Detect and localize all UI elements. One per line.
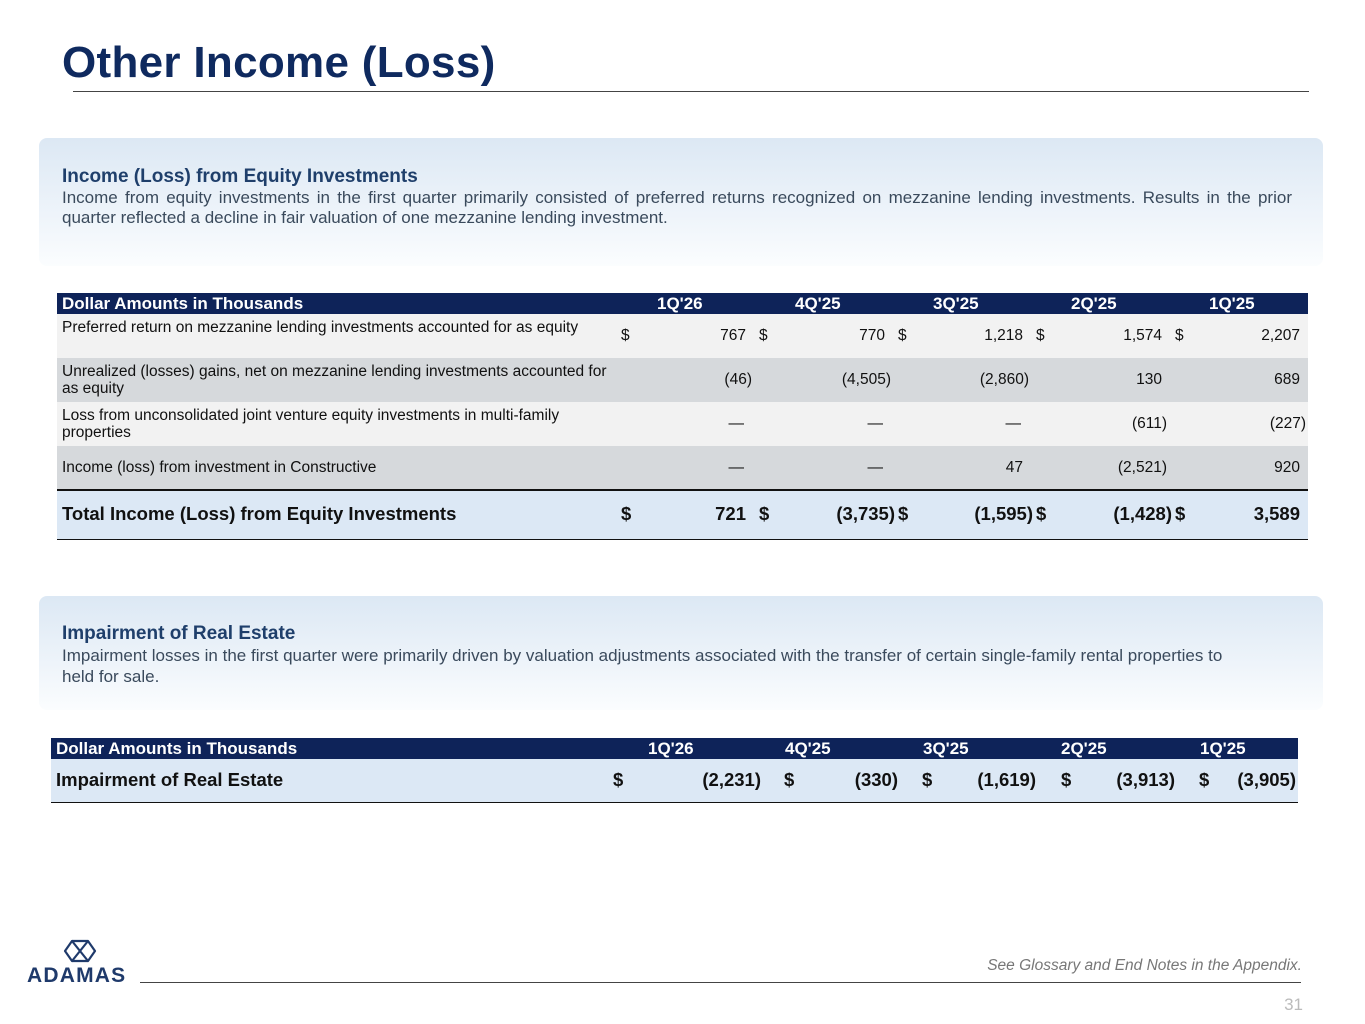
row-label: Preferred return on mezzanine lending investments accounted for as equity	[62, 319, 579, 336]
logo-mark-icon	[63, 938, 97, 964]
dollar-sign: $	[1061, 769, 1072, 790]
impairment-value: (3,913)	[1116, 769, 1175, 790]
cell-value: (227)	[1269, 415, 1306, 432]
dollar-sign: $	[1175, 327, 1184, 344]
impairment-value: (2,231)	[702, 769, 761, 790]
row-label: Unrealized (losses) gains, net on mezzanine lending investments accounted for as equity	[62, 363, 607, 397]
equity-callout-heading: Income (Loss) from Equity Investments	[62, 166, 418, 187]
total-value: (1,595)	[974, 503, 1033, 524]
dollar-sign: $	[759, 503, 770, 524]
title-divider	[73, 91, 1309, 92]
equity-callout	[39, 138, 1323, 266]
logo-text: ADAMAS	[27, 964, 127, 987]
cell-value: (611)	[1131, 415, 1167, 432]
dollar-sign: $	[784, 769, 795, 790]
total-value: 3,589	[1253, 503, 1300, 524]
header-period: 1Q'25	[1209, 294, 1255, 313]
header-period: 4Q'25	[795, 294, 841, 313]
table-header	[57, 293, 1308, 314]
header-period: 1Q'25	[1200, 739, 1246, 758]
cell-value: 47	[1005, 459, 1023, 476]
total-value: (3,735)	[836, 503, 895, 524]
total-value: 721	[715, 503, 746, 524]
cell-value: 689	[1274, 371, 1300, 388]
dollar-sign: $	[898, 327, 907, 344]
header-period: 1Q'26	[648, 739, 694, 758]
row-label: Income (loss) from investment in Constructive	[62, 459, 377, 476]
dollar-sign: $	[1199, 769, 1210, 790]
impairment-value: (3,905)	[1237, 769, 1296, 790]
header-period: 3Q'25	[933, 294, 979, 313]
cell-value: 1,574	[1123, 327, 1162, 344]
impairment-table	[51, 738, 1298, 803]
dollar-sign: $	[759, 327, 768, 344]
cell-value: —	[728, 415, 744, 432]
dollar-sign: $	[1036, 503, 1047, 524]
cell-value: —	[867, 415, 883, 432]
dollar-sign: $	[898, 503, 909, 524]
cell-value: 767	[720, 327, 746, 344]
header-period: 3Q'25	[923, 739, 969, 758]
adamas-logo	[27, 938, 137, 990]
impairment-callout-heading: Impairment of Real Estate	[62, 623, 296, 644]
dollar-sign: $	[621, 327, 630, 344]
equity-callout-body: Income from equity investments in the first quarter primarily consisted of preferred returns recognized on mezzanine lending investments. Results in the prior quarter reflected a decline in fair valuation of one mezzanine lending investment.	[62, 188, 1292, 227]
header-period: 2Q'25	[1071, 294, 1117, 313]
table-row	[57, 402, 1308, 446]
cell-value: 2,207	[1261, 327, 1300, 344]
table-row	[57, 446, 1308, 489]
table-row	[57, 314, 1308, 358]
dollar-sign: $	[1036, 327, 1045, 344]
header-label: Dollar Amounts in Thousands	[56, 739, 298, 758]
cell-value: (46)	[724, 371, 752, 388]
header-label: Dollar Amounts in Thousands	[62, 294, 304, 313]
page-title: Other Income (Loss)	[62, 38, 496, 87]
impairment-callout-body: Impairment losses in the first quarter were primarily driven by valuation adjustments associated with the transfer of certain single-family rental properties to held for sale.	[62, 646, 1223, 686]
header-period: 2Q'25	[1061, 739, 1107, 758]
equity-investments-table	[57, 293, 1308, 540]
impairment-row	[51, 759, 1298, 803]
cell-value: 1,218	[984, 327, 1023, 344]
total-label: Total Income (Loss) from Equity Investments	[62, 503, 457, 524]
page-number: 31	[1284, 995, 1303, 1014]
cell-value: 130	[1136, 371, 1162, 388]
cell-value: —	[728, 459, 744, 476]
cell-value: 920	[1274, 459, 1300, 476]
header-period: 1Q'26	[657, 294, 703, 313]
total-row	[57, 489, 1308, 540]
impairment-label: Impairment of Real Estate	[56, 769, 284, 790]
cell-value: —	[867, 459, 883, 476]
row-label: Loss from unconsolidated joint venture equity investments in multi-family properties	[62, 407, 560, 441]
dollar-sign: $	[1175, 503, 1186, 524]
dollar-sign: $	[922, 769, 933, 790]
impairment-value: (1,619)	[977, 769, 1036, 790]
cell-value: 770	[859, 327, 885, 344]
header-period: 4Q'25	[785, 739, 831, 758]
dollar-sign: $	[621, 503, 632, 524]
dollar-sign: $	[613, 769, 624, 790]
footer-note: See Glossary and End Notes in the Appendix.	[987, 957, 1302, 974]
table-row	[57, 358, 1308, 402]
cell-value: (2,521)	[1117, 459, 1167, 476]
table-header	[51, 738, 1298, 759]
footer-divider	[140, 982, 1301, 983]
cell-value: (4,505)	[841, 371, 891, 388]
cell-value: —	[1005, 415, 1021, 432]
impairment-value: (330)	[854, 769, 898, 790]
cell-value: (2,860)	[979, 371, 1029, 388]
total-value: (1,428)	[1113, 503, 1172, 524]
impairment-callout	[39, 596, 1323, 710]
